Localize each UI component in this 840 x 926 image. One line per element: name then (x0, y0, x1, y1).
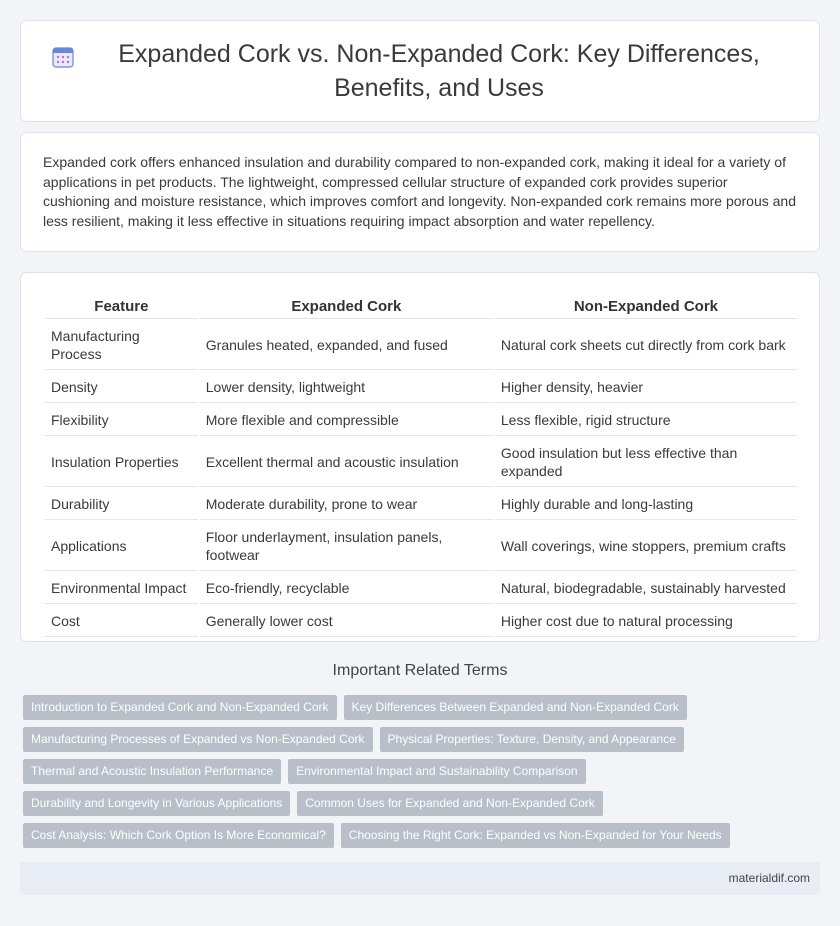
feature-cell: Applications (45, 522, 198, 571)
intro-text: Expanded cork offers enhanced insulation and durability compared to non-expanded cork, making it ideal for a variety of applications in pet products. The lightweight, compressed cellular structure of expanded cork provides superior cushioning and moisture resistance, which improves comfort and longevity. Non-expanded cork remains more porous and less resilient, making it less effective in situations requiring impact absorption and water repellency. (43, 154, 797, 229)
related-term-tag[interactable]: Cost Analysis: Which Cork Option Is More Economical? (23, 823, 334, 848)
non-expanded-cell: Wall coverings, wine stoppers, premium crafts (495, 522, 797, 571)
feature-cell: Manufacturing Process (45, 321, 198, 370)
related-terms-title: Important Related Terms (332, 662, 508, 679)
table-header-row (45, 297, 797, 319)
header-card (20, 20, 820, 122)
non-expanded-cell: Higher cost due to natural processing (495, 606, 797, 637)
table-row (45, 438, 797, 487)
feature-cell: Environmental Impact (45, 573, 198, 604)
expanded-cell: Eco-friendly, recyclable (200, 573, 493, 604)
expanded-cell: Floor underlayment, insulation panels, footwear (200, 522, 493, 571)
related-term-tag[interactable]: Common Uses for Expanded and Non-Expanded Cork (297, 791, 603, 816)
non-expanded-cell: Natural, biodegradable, sustainably harvested (495, 573, 797, 604)
expanded-cell: Excellent thermal and acoustic insulation (200, 438, 493, 487)
intro-card (20, 132, 820, 252)
expanded-cell: Lower density, lightweight (200, 372, 493, 403)
comparison-table (43, 295, 799, 639)
non-expanded-cell: Higher density, heavier (495, 372, 797, 403)
expanded-cell: Moderate durability, prone to wear (200, 489, 493, 520)
related-term-tag[interactable]: Introduction to Expanded Cork and Non-Expanded Cork (23, 695, 337, 720)
table-row (45, 606, 797, 637)
non-expanded-cell: Highly durable and long-lasting (495, 489, 797, 520)
table-row (45, 405, 797, 436)
comparison-table-card (20, 272, 820, 642)
non-expanded-cell: Good insulation but less effective than expanded (495, 438, 797, 487)
footer (20, 862, 820, 895)
expanded-cell: Generally lower cost (200, 606, 493, 637)
header-non-expanded-cork: Non-Expanded Cork (495, 297, 797, 319)
related-term-tag[interactable]: Key Differences Between Expanded and Non-Expanded Cork (344, 695, 687, 720)
related-term-tag[interactable]: Choosing the Right Cork: Expanded vs Non-Expanded for Your Needs (341, 823, 730, 848)
footer-site-link[interactable]: materialdif.com (728, 871, 810, 885)
header-feature: Feature (45, 297, 198, 319)
table-row (45, 573, 797, 604)
related-term-tag[interactable]: Durability and Longevity in Various Applications (23, 791, 290, 816)
expanded-cell: Granules heated, expanded, and fused (200, 321, 493, 370)
feature-cell: Cost (45, 606, 198, 637)
table-row (45, 489, 797, 520)
table-row (45, 522, 797, 571)
related-term-tag[interactable]: Physical Properties: Texture, Density, and Appearance (380, 727, 684, 752)
feature-cell: Density (45, 372, 198, 403)
expanded-cell: More flexible and compressible (200, 405, 493, 436)
related-terms-list (23, 695, 823, 855)
feature-cell: Insulation Properties (45, 438, 198, 487)
page-title: Expanded Cork vs. Non-Expanded Cork: Key Differences, Benefits, and Uses (118, 40, 760, 102)
non-expanded-cell: Natural cork sheets cut directly from cork bark (495, 321, 797, 370)
calendar-icon (51, 45, 75, 69)
feature-cell: Durability (45, 489, 198, 520)
non-expanded-cell: Less flexible, rigid structure (495, 405, 797, 436)
related-term-tag[interactable]: Environmental Impact and Sustainability Comparison (288, 759, 585, 784)
table-row (45, 321, 797, 370)
feature-cell: Flexibility (45, 405, 198, 436)
related-term-tag[interactable]: Manufacturing Processes of Expanded vs Non-Expanded Cork (23, 727, 373, 752)
related-term-tag[interactable]: Thermal and Acoustic Insulation Performance (23, 759, 281, 784)
header-expanded-cork: Expanded Cork (200, 297, 493, 319)
table-row (45, 372, 797, 403)
